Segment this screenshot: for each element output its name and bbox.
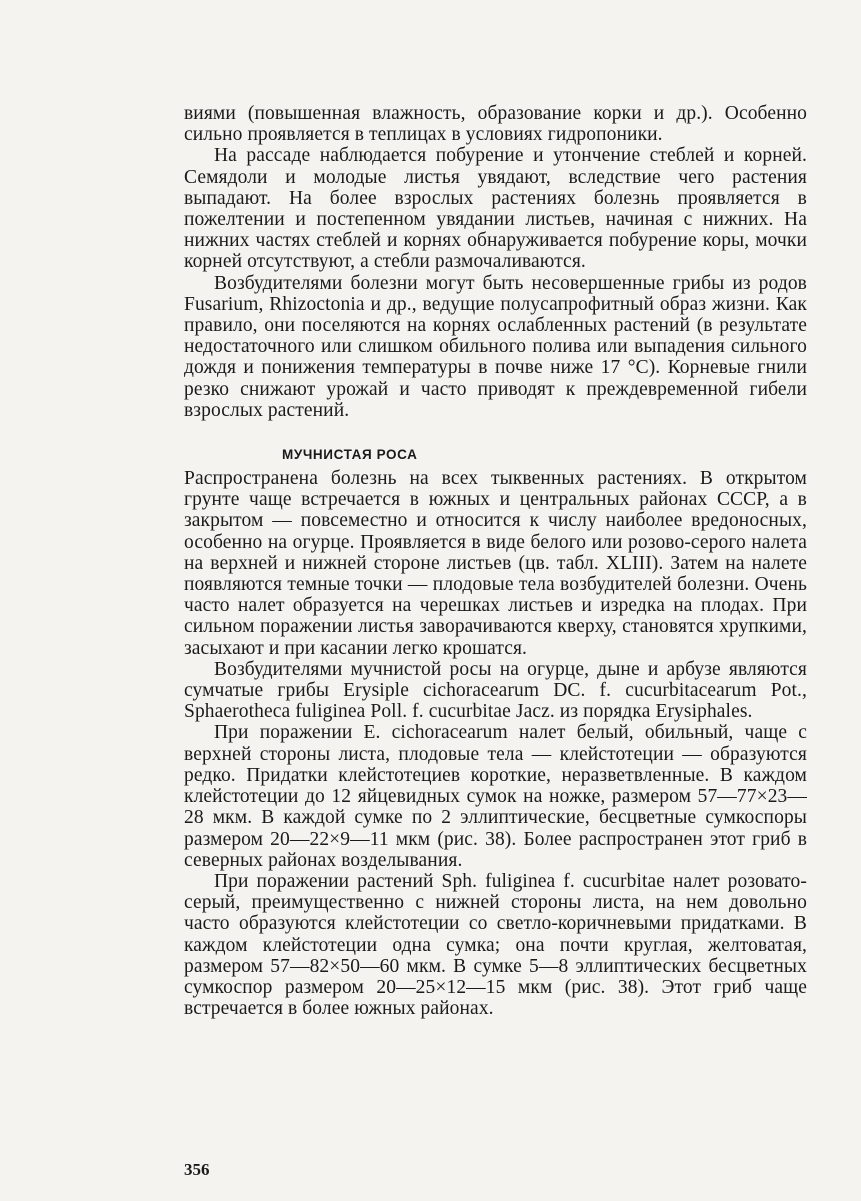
paragraph-continuation: виями (повышенная влажность, образование корки и др.). Особенно сильно проявляется в теплицах в условиях гидропоники. bbox=[184, 103, 807, 146]
section-heading: МУЧНИСТАЯ РОСА bbox=[282, 447, 418, 463]
paragraph-e-cichoracearum: При поражении E. cichoracearum налет белый, обильный, чаще с верхней стороны листа, плодовые тела — клейстотеции — образуются редко. Придатки клейстотециев короткие, неразветвленные. В каждом клейстотеции до 12 яйцевидных сумок на ножке, размером 57—77×23—28 мкм. В каждой сумке по 2 эллиптические, бесцветные сумкоспоры размером 20—22×9—11 мкм (рис. 38). Более распространен этот гриб в северных районах возделывания. bbox=[184, 722, 807, 871]
page-number: 356 bbox=[184, 1160, 210, 1179]
paragraph-powdery-mildew-pathogens: Возбудителями мучнистой росы на огурце, дыне и арбузе являются сумчатые грибы Erysiple cichoracearum DC. f. cucurbitacearum Pot., Sphaerotheca fuliginea Poll. f. cucurbitae Jacz. из порядка Erysiphales. bbox=[184, 658, 807, 723]
page-text bbox=[184, 103, 807, 1019]
paragraph-sph-fuliginea: При поражении растений Sph. fuliginea f. cucurbitae налет розовато-серый, преимущественно с нижней стороны листа, на нем довольно часто образуются клейстотеции со светло-коричневыми придатками. В каждом клейстотеции одна сумка; она почти круглая, желтоватая, размером 57—82×50—60 мкм. В сумке 5—8 эллиптических бесцветных сумкоспор размером 20—25×12—15 мкм (рис. 38). Этот гриб чаще встречается в более южных районах. bbox=[184, 870, 807, 1020]
paragraph-root-rot-pathogens: Возбудителями болезни могут быть несовершенные грибы из родов Fusarium, Rhizoctonia и др., ведущие полусапрофитный образ жизни. Как правило, они поселяются на корнях ослабленных растений (в результате недостаточного или слишком обильного полива или выпадения сильного дождя и понижения температуры в почве ниже 17 °C). Корневые гнили резко снижают урожай и часто приводят к преждевременной гибели взрослых растений. bbox=[184, 272, 807, 421]
paragraph-powdery-mildew-spread: Распространена болезнь на всех тыквенных растениях. В открытом грунте чаще встречается в южных и центральных районах СССР, а в закрытом — повсеместно и относится к числу наиболее вредоносных, особенно на огурце. Проявляется в виде белого или розово-серого налета на верхней и нижней стороне листьев (цв. табл. XLIII). Затем на налете появляются темные точки — плодовые тела возбудителей болезни. Очень часто налет образуется на черешках листьев и изредка на плодах. При сильном поражении листья заворачиваются кверху, становятся хрупкими, засыхают и при касании легко крошатся. bbox=[184, 468, 807, 659]
paragraph-seedling-symptoms: На рассаде наблюдается побурение и утончение стеблей и корней. Семядоли и молодые листья увядают, вследствие чего растения выпадают. На более взрослых растениях болезнь проявляется в пожелтении и постепенном увядании листьев, начиная с нижних. На нижних частях стеблей и корнях обнаруживается побурение коры, мочки корней отсутствуют, а стебли размочаливаются. bbox=[184, 145, 807, 273]
